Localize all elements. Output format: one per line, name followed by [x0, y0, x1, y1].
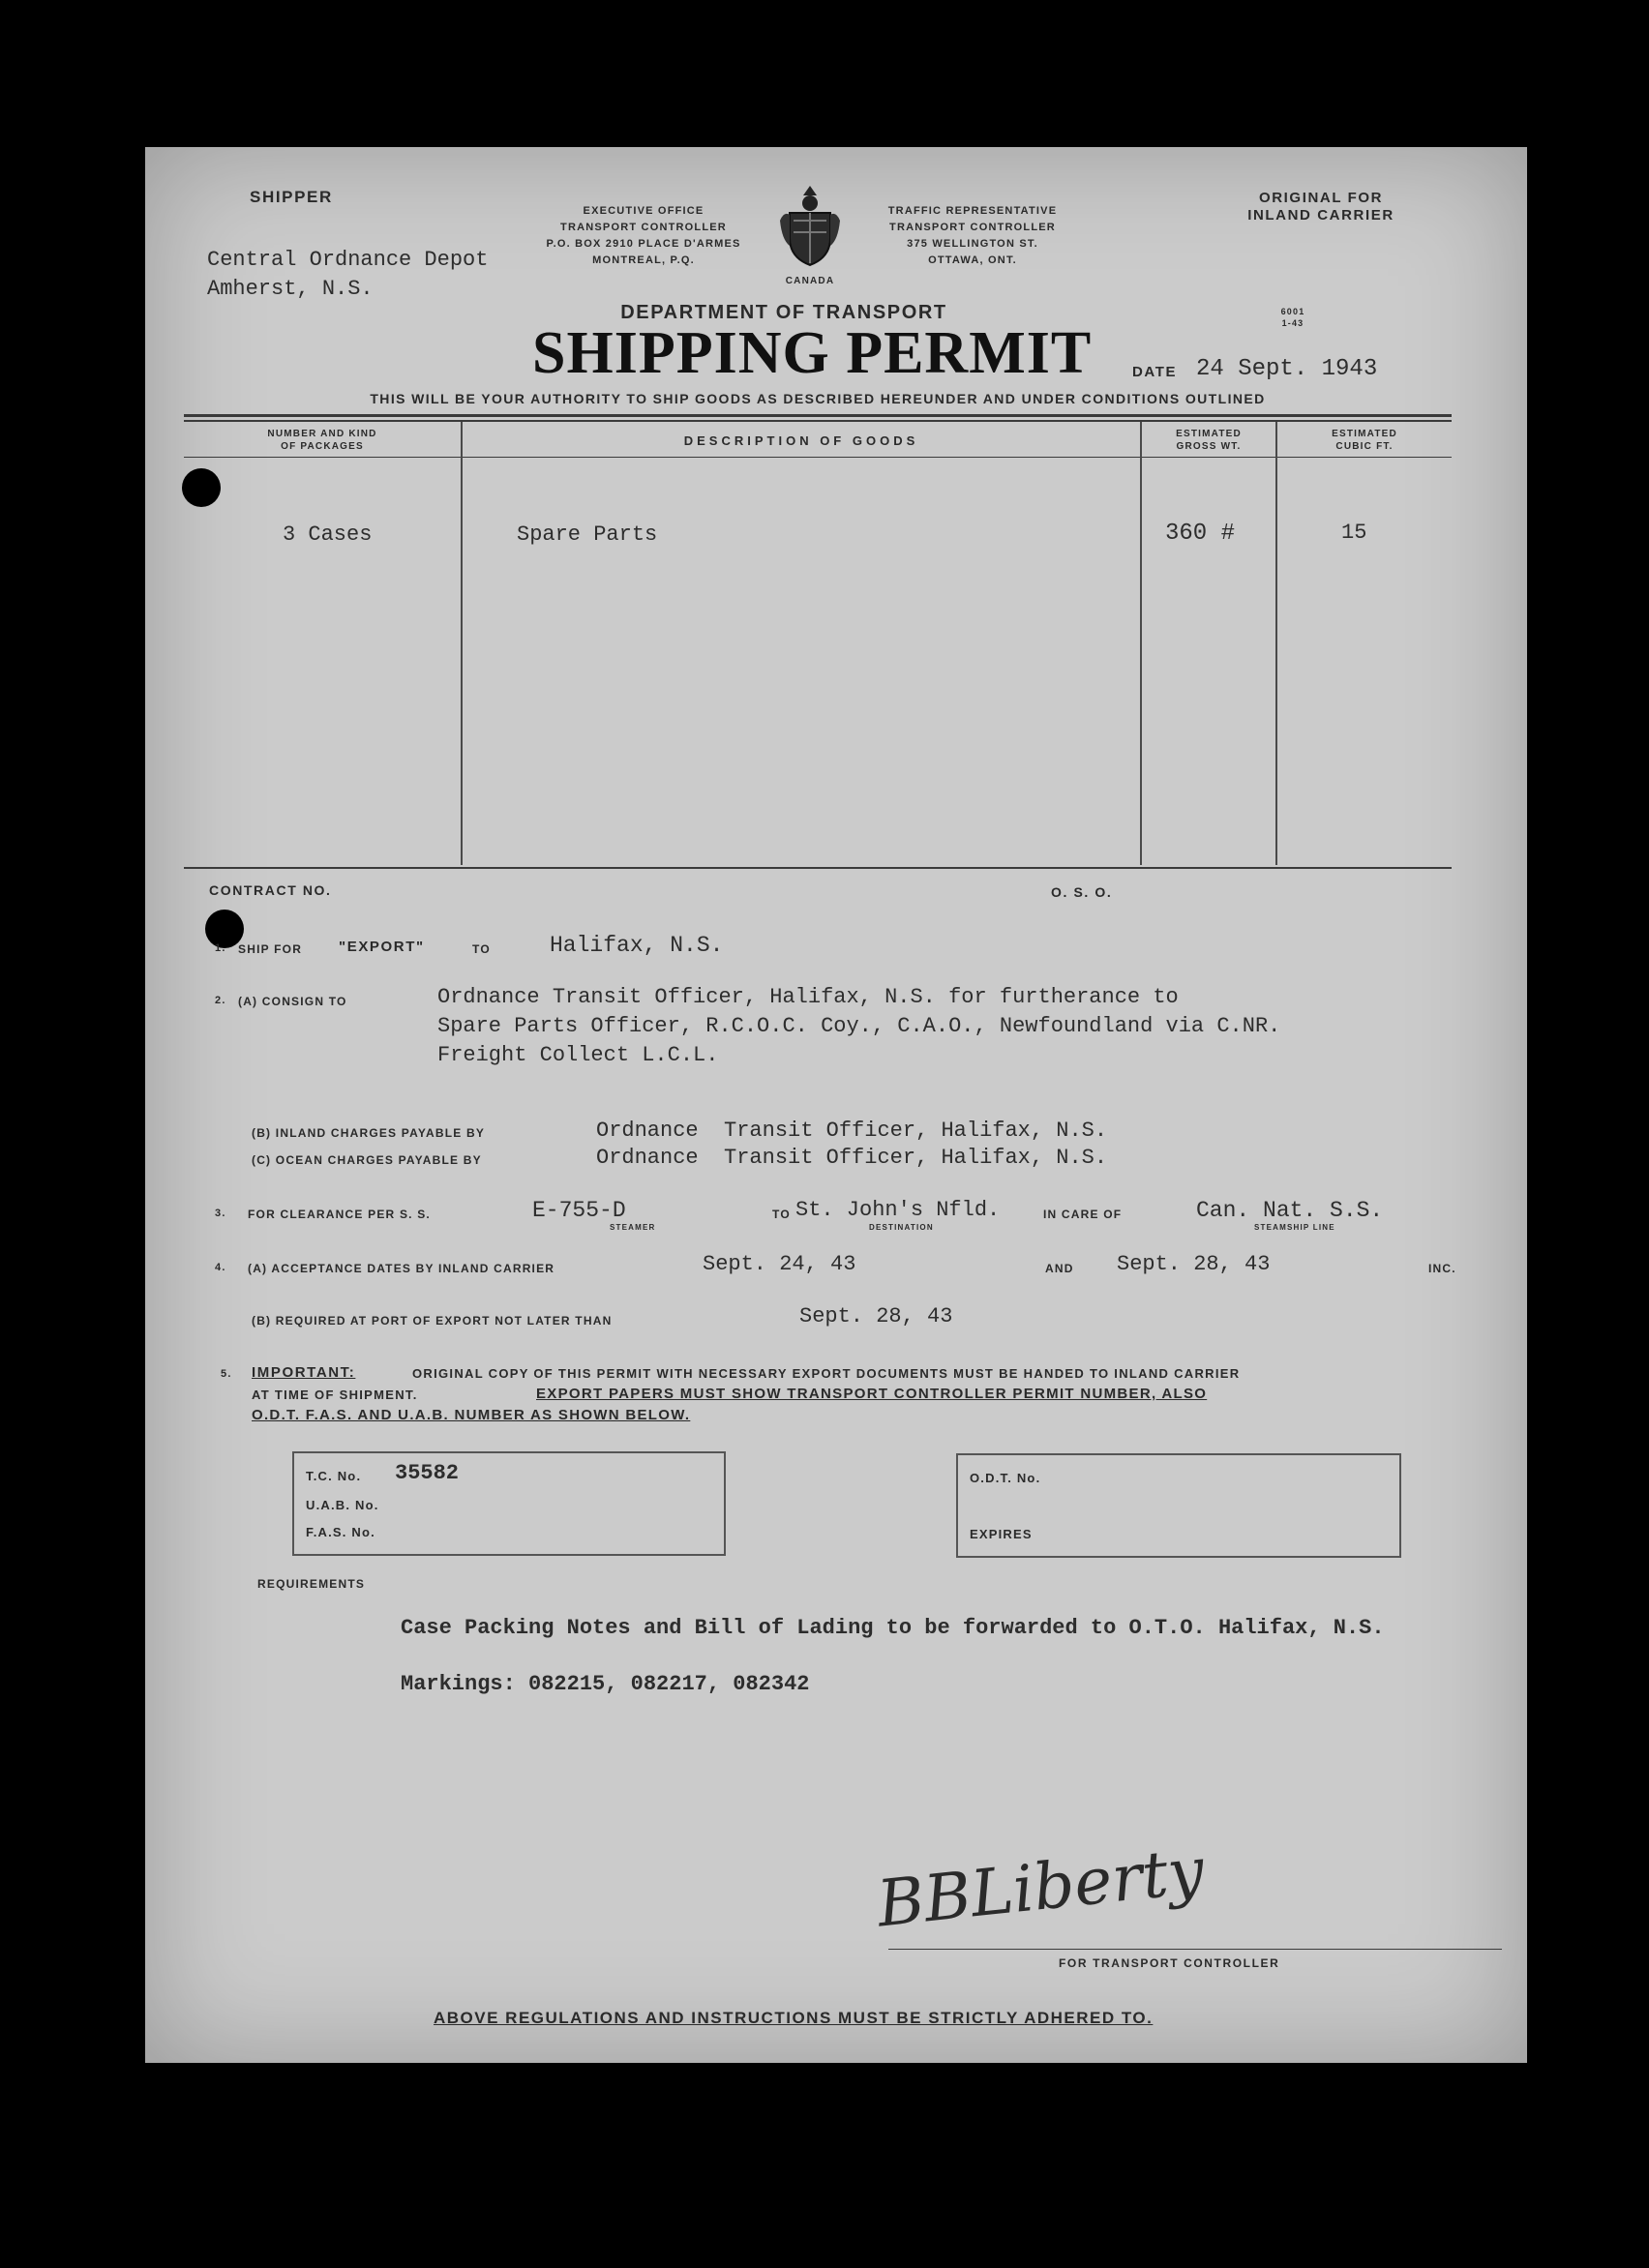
column-header-line: NUMBER AND KIND: [267, 429, 377, 439]
traffic-rep-line: OTTAWA, ONT.: [928, 254, 1017, 266]
tc-number-label: T.C. No.: [306, 1469, 362, 1483]
acceptance-label: (A) ACCEPTANCE DATES BY INLAND CARRIER: [248, 1262, 555, 1275]
consign-to-line: Spare Parts Officer, R.C.O.C. Coy., C.A.O., Newfoundland via C.NR.: [437, 1014, 1281, 1038]
ocean-charges-label: (C) OCEAN CHARGES PAYABLE BY: [252, 1153, 482, 1167]
exec-office-line: EXECUTIVE OFFICE: [583, 205, 705, 217]
consign-to-label: (A) CONSIGN TO: [238, 995, 347, 1008]
care-of-value: Can. Nat. S.S.: [1196, 1198, 1384, 1223]
acceptance-from-date: Sept. 24, 43: [703, 1252, 856, 1276]
uab-number-label: U.A.B. No.: [306, 1498, 379, 1512]
expires-label: EXPIRES: [970, 1527, 1033, 1541]
column-header-line: ESTIMATED: [1176, 429, 1242, 439]
destination-caption: DESTINATION: [869, 1223, 934, 1232]
shipping-permit-document: [145, 147, 1527, 2063]
table-cell-description: Spare Parts: [517, 522, 658, 547]
requirements-line: Case Packing Notes and Bill of Lading to be forwarded to O.T.O. Halifax, N.S.: [401, 1616, 1385, 1640]
column-header-cubic-ft: [1277, 428, 1452, 453]
contract-label: CONTRACT NO.: [209, 882, 332, 898]
form-code-line: 6001: [1280, 307, 1305, 316]
date-value: 24 Sept. 1943: [1196, 356, 1378, 382]
table-column-divider: [1275, 422, 1277, 865]
shipper-label: SHIPPER: [250, 188, 333, 206]
inland-charges-value: Ordnance Transit Officer, Halifax, N.S.: [596, 1119, 1108, 1143]
signature-line: [888, 1949, 1502, 1950]
ship-for-to-label: TO: [472, 942, 491, 956]
table-cell-gross-wt: 360 #: [1165, 521, 1236, 547]
punch-hole: [182, 468, 221, 507]
table-column-divider: [1140, 422, 1142, 865]
tc-number-box: [292, 1451, 726, 1556]
table-header-rule: [184, 457, 1452, 458]
footer-notice: ABOVE REGULATIONS AND INSTRUCTIONS MUST BE STRICTLY ADHERED TO.: [434, 2009, 1154, 2027]
traffic-rep-line: TRAFFIC REPRESENTATIVE: [887, 205, 1058, 217]
traffic-representative-block: [861, 203, 1084, 269]
important-emphasis-line: EXPORT PAPERS MUST SHOW TRANSPORT CONTROLLER PERMIT NUMBER, ALSO: [536, 1386, 1208, 1402]
table-column-divider: [461, 422, 463, 865]
column-header-line: OF PACKAGES: [281, 441, 364, 452]
clearance-to-label: TO: [772, 1208, 791, 1221]
shipper-location: Amherst, N.S.: [207, 277, 374, 301]
coat-of-arms-caption: CANADA: [785, 276, 835, 286]
requirements-line: Markings: 082215, 082217, 082342: [401, 1672, 810, 1696]
item-number: 1.: [215, 942, 226, 954]
exec-office-line: P.O. BOX 2910 PLACE D'ARMES: [546, 238, 741, 250]
table-cell-packages: 3 Cases: [283, 522, 373, 547]
item-number: 2.: [215, 995, 226, 1006]
traffic-rep-line: 375 WELLINGTON ST.: [907, 238, 1038, 250]
odt-number-box: [956, 1453, 1401, 1558]
page-title: SHIPPING PERMIT: [532, 320, 1093, 386]
column-header-line: GROSS WT.: [1176, 441, 1242, 452]
form-code-line: 1-43: [1281, 318, 1304, 328]
important-text-line: AT TIME OF SHIPMENT.: [252, 1388, 418, 1402]
column-header-description: DESCRIPTION OF GOODS: [683, 433, 919, 448]
column-header-line: ESTIMATED: [1332, 429, 1397, 439]
ship-for-export: "EXPORT": [339, 939, 425, 955]
table-top-rule: [184, 420, 1452, 422]
fas-number-label: F.A.S. No.: [306, 1525, 375, 1539]
shipper-name: Central Ordnance Depot: [207, 248, 489, 272]
ship-for-value: Halifax, N.S.: [550, 933, 724, 958]
required-label: (B) REQUIRED AT PORT OF EXPORT NOT LATER THAN: [252, 1314, 613, 1328]
copy-label: [1229, 190, 1413, 224]
inland-charges-label: (B) INLAND CHARGES PAYABLE BY: [252, 1126, 486, 1140]
handwritten-signature: BBLiberty: [873, 1833, 1208, 1942]
care-of-label: IN CARE OF: [1043, 1208, 1123, 1221]
clearance-steamer: E-755-D: [532, 1198, 626, 1223]
tc-number-value: 35582: [395, 1461, 460, 1485]
date-label: DATE: [1132, 364, 1178, 380]
executive-office-block: [532, 203, 755, 269]
steamer-caption: STEAMER: [610, 1223, 656, 1232]
item-number: 5.: [221, 1368, 232, 1380]
ocean-charges-value: Ordnance Transit Officer, Halifax, N.S.: [596, 1146, 1108, 1170]
consign-to-line: Freight Collect L.C.L.: [437, 1043, 719, 1067]
acceptance-inc-label: INC.: [1428, 1262, 1456, 1275]
important-keyword: IMPORTANT:: [252, 1364, 356, 1381]
important-text-line: ORIGINAL COPY OF THIS PERMIT WITH NECESSARY EXPORT DOCUMENTS MUST BE HANDED TO INLAND CARRIER: [412, 1366, 1241, 1381]
item-number: 3.: [215, 1208, 226, 1219]
form-code: [1264, 306, 1322, 329]
requirements-label: REQUIREMENTS: [257, 1577, 366, 1591]
column-header-packages: [184, 428, 461, 453]
clearance-label: FOR CLEARANCE PER S. S.: [248, 1208, 431, 1221]
consign-to-line: Ordnance Transit Officer, Halifax, N.S. for furtherance to: [437, 985, 1179, 1009]
copy-label-line: ORIGINAL FOR: [1258, 190, 1384, 206]
table-top-rule: [184, 414, 1452, 417]
steamship-line-caption: STEAMSHIP LINE: [1254, 1223, 1335, 1232]
odt-number-label: O.D.T. No.: [970, 1471, 1041, 1485]
exec-office-line: MONTREAL, P.Q.: [592, 254, 695, 266]
important-emphasis-line: O.D.T. F.A.S. AND U.A.B. NUMBER AS SHOWN BELOW.: [252, 1407, 691, 1423]
oso-label: O. S. O.: [1051, 884, 1113, 900]
copy-label-line: INLAND CARRIER: [1247, 207, 1394, 224]
table-cell-cubic-ft: 15: [1341, 521, 1367, 545]
required-value: Sept. 28, 43: [799, 1304, 953, 1328]
department-name: DEPARTMENT OF TRANSPORT: [620, 302, 947, 323]
authority-statement: THIS WILL BE YOUR AUTHORITY TO SHIP GOODS AS DESCRIBED HEREUNDER AND UNDER CONDITIONS OUTLINED: [370, 391, 1266, 406]
acceptance-and-label: AND: [1045, 1262, 1074, 1275]
acceptance-to-date: Sept. 28, 43: [1117, 1252, 1271, 1276]
coat-of-arms-emblem: [776, 182, 844, 286]
table-bottom-rule: [184, 867, 1452, 869]
column-header-line: CUBIC FT.: [1335, 441, 1394, 452]
exec-office-line: TRANSPORT CONTROLLER: [560, 222, 727, 233]
signature-caption: FOR TRANSPORT CONTROLLER: [1059, 1956, 1280, 1970]
item-number: 4.: [215, 1262, 226, 1273]
clearance-destination: St. John's Nfld.: [795, 1198, 1001, 1222]
column-header-gross-wt: [1142, 428, 1275, 453]
traffic-rep-line: TRANSPORT CONTROLLER: [889, 222, 1056, 233]
ship-for-label: SHIP FOR: [238, 942, 303, 956]
